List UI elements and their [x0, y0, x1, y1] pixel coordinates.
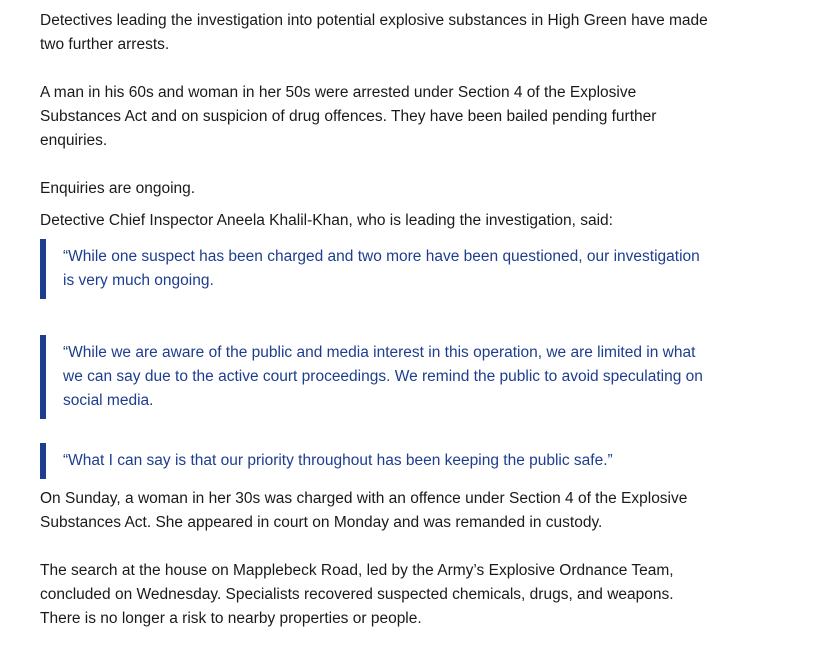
blockquote-3: [40, 443, 710, 479]
blockquote-1: [40, 239, 710, 299]
sunday-paragraph: On Sunday, a woman in her 30s was charged with an offence under Section 4 of the Explosive Substances Act. She appeared in court on Monday and was remanded in custody.: [40, 490, 688, 531]
quote-bar: [40, 239, 46, 299]
quote-bar: [40, 335, 46, 419]
intro-paragraph: Detectives leading the investigation into potential explosive substances in High Green have made two further arrests.: [40, 12, 708, 53]
dci-intro-paragraph: Detective Chief Inspector Aneela Khalil-Khan, who is leading the investigation, said:: [40, 212, 613, 229]
quote-text: “What I can say is that our priority throughout has been keeping the public safe.”: [63, 452, 613, 469]
quote-text: “While we are aware of the public and media interest in this operation, we are limited in what we can say due to the active court proceedings. We remind the public to avoid speculating on social media.: [63, 344, 703, 409]
quote-bar: [40, 443, 46, 479]
blockquote-2: [40, 335, 710, 419]
article-body: [40, 9, 710, 631]
search-paragraph: The search at the house on Mapplebeck Road, led by the Army’s Explosive Ordnance Team, concluded on Wednesday. Specialists recovered suspected chemicals, drugs, and weapons. There is no longer a risk to nearby properties or people.: [40, 562, 674, 627]
arrests-paragraph: A man in his 60s and woman in her 50s were arrested under Section 4 of the Explosive Substances Act and on suspicion of drug offences. They have been bailed pending further enquiries.: [40, 84, 657, 149]
ongoing-paragraph: Enquiries are ongoing.: [40, 180, 196, 197]
quote-text: “While one suspect has been charged and two more have been questioned, our investigation is very much ongoing.: [63, 248, 700, 289]
